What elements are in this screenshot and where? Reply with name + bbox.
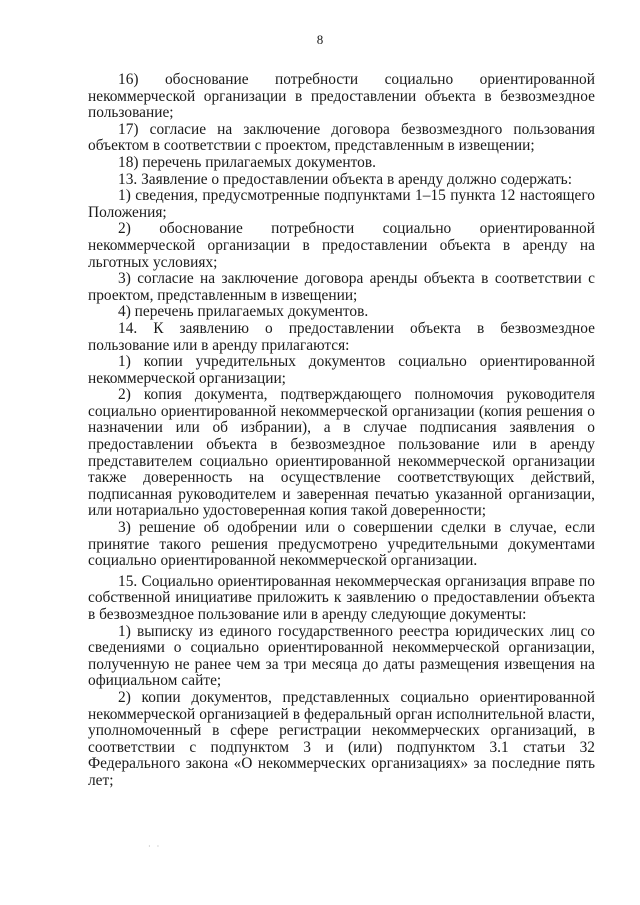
paragraph-14-3-transaction-approval: 3) решение об одобрении или о совершении сделки в случае, если принятие такого решения предусмотрено учредительными документами социально ориентированной некоммерческой организации. xyxy=(88,519,595,570)
document-body xyxy=(88,72,595,790)
paragraph-13-3-consent-lease: 3) согласие на заключение договора аренды объекта в соответствии с проектом, представленным в извещении; xyxy=(88,270,595,304)
paragraph-14-attachments: 14. К заявлению о предоставлении объекта в безвозмездное пользование или в аренду прилагаются: xyxy=(88,319,595,354)
paragraph-15-own-initiative: 15. Социально ориентированная некоммерческая организация вправе по собственной инициативе приложить к заявлению о предоставлении объекта в безвозмездное пользование или в аренду следующие документы: xyxy=(88,572,595,623)
paragraph-13-2-justification-lease: 2) обоснование потребности социально ориентированной некоммерческой организации в предоставлении объекта в аренду на льготных условиях; xyxy=(88,220,595,271)
scan-speck: · · xyxy=(148,842,162,851)
paragraph-15-2-document-copies: 2) копии документов, представленных социально ориентированной некоммерческой организацией в федеральный орган исполнительной власти, уполномоченный в сфере регистрации некоммерческих организаций, в соответствии с подпунктом 3 и (или) подпунктом 3.1 статьи 32 Федерального закона «О некоммерческих организациях» за последние пять лет; xyxy=(88,688,595,789)
page-number: 8 xyxy=(316,32,324,47)
paragraph-18-list-of-documents: 18) перечень прилагаемых документов. xyxy=(118,153,376,171)
paragraph-16-justification-free-use: 16) обоснование потребности социально ориентированной некоммерческой организации в предоставлении объекта в безвозмездное пользование; xyxy=(88,71,595,122)
paragraph-15-1-registry-extract: 1) выписку из единого государственного реестра юридических лиц со сведениями о социально ориентированной некоммерческой организации, полученную не ранее чем за три месяца до даты размещения извещения на официальном сайте; xyxy=(88,622,595,690)
paragraph-13-4-list-of-documents: 4) перечень прилагаемых документов. xyxy=(118,303,369,321)
paragraph-14-1-charter-copies: 1) копии учредительных документов социально ориентированной некоммерческой организации; xyxy=(88,353,595,387)
paragraph-14-2-authority-document: 2) копия документа, подтверждающего полномочия руководителя социально ориентированной некоммерческой организации (копия решения о назначении или об избрании), а в случае подписания заявления о предоставлении объекта в безвозмездное пользование или в аренду представителем социально ориентированной некоммерческой организации также доверенность на осуществление соответствующих действий, подписанная руководителем и заверенная печатью указанной организации, или нотариально удостоверенная копия такой доверенности; xyxy=(88,386,595,520)
paragraph-13-1-information: 1) сведения, предусмотренные подпунктами 1–15 пункта 12 настоящего Положения; xyxy=(88,187,595,221)
paragraph-17-consent-free-use-contract: 17) согласие на заключение договора безвозмездного пользования объектом в соответствии с проектом, представленным в извещении; xyxy=(88,120,595,155)
paragraph-13-lease-application: 13. Заявление о предоставлении объекта в аренду должно содержать: xyxy=(118,170,572,188)
